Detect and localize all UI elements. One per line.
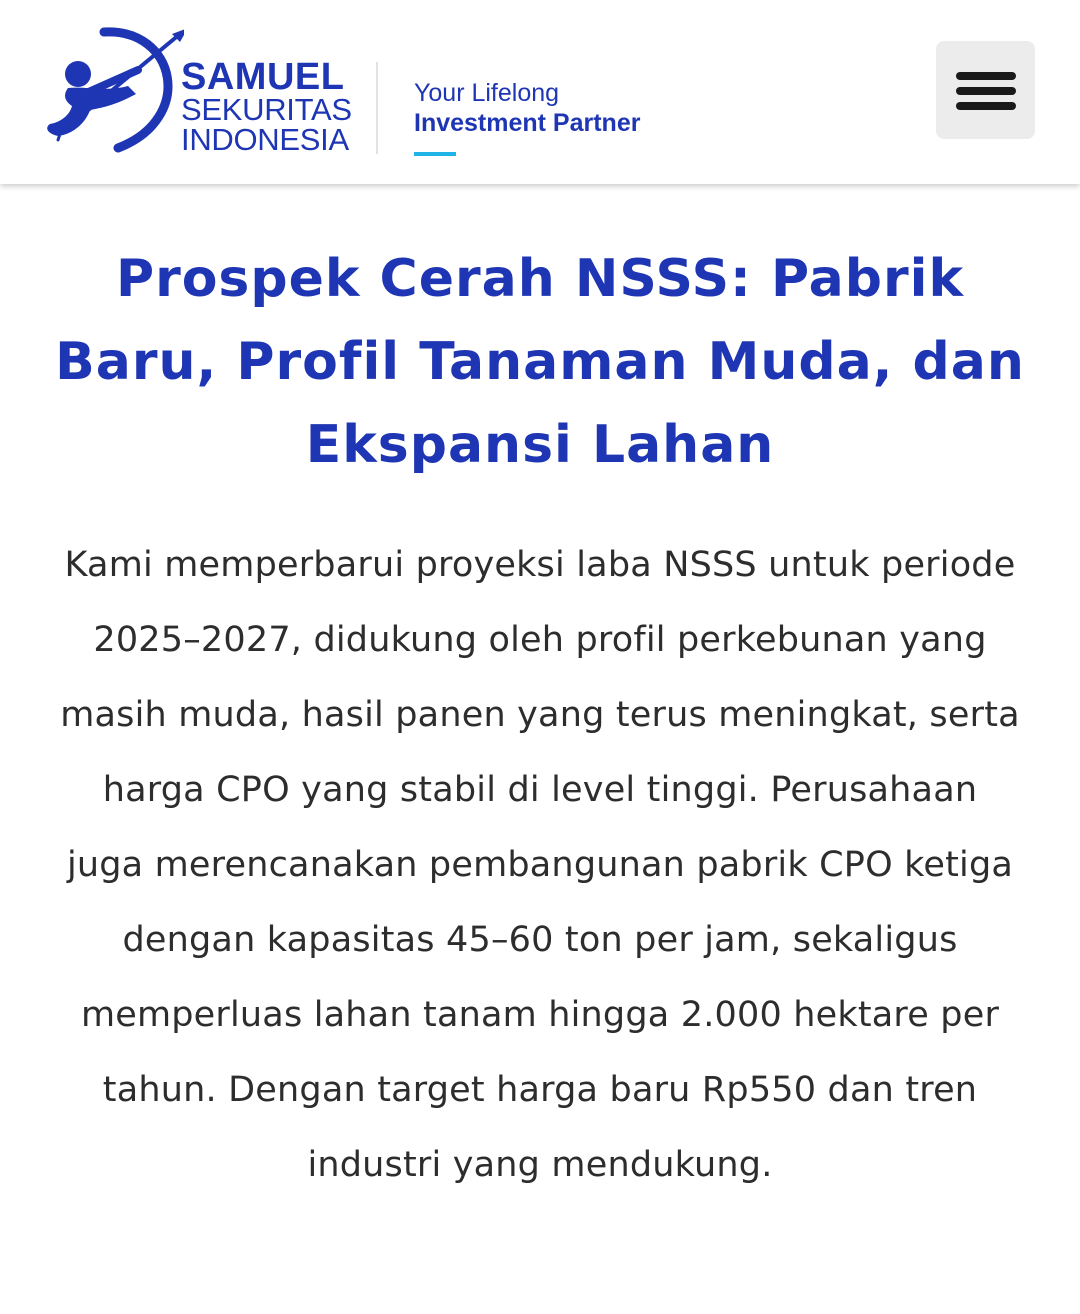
article-body: Kami memperbarui proyeksi laba NSSS untuk periode 2025–2027, didukung oleh profil perkebunan yang masih muda, hasil panen yang terus meningkat, serta harga CPO yang stabil di level tinggi. Perusahaan juga merencanakan pembangunan pabrik CPO ketiga dengan kapasitas 45–60 ton per jam, sekaligus memperluas lahan tanam hingga 2.000 hektare per tahun. Dengan target harga baru Rp550 dan tren industri yang mendukung. xyxy=(60,545,1020,1185)
tagline-underline xyxy=(414,152,456,156)
brand-name xyxy=(181,56,352,157)
tagline xyxy=(414,78,640,156)
menu-bar-middle xyxy=(956,87,1016,95)
company-logo[interactable] xyxy=(44,26,352,157)
tagline-line2: Investment Partner xyxy=(414,109,641,137)
article-title: Prospek Cerah NSSS: Pabrik Baru, Profil Tanaman Muda, dan Ekspansi Lahan xyxy=(55,249,1025,475)
brand-name-line2: SEKURITAS xyxy=(181,92,352,127)
tagline-line1: Your Lifelong xyxy=(414,79,560,107)
menu-bar-bottom xyxy=(956,102,1016,110)
brand-name-line1: SAMUEL xyxy=(181,56,345,98)
archer-logo-icon xyxy=(44,26,184,154)
menu-button[interactable] xyxy=(936,41,1035,139)
header-divider xyxy=(376,62,378,154)
site-header xyxy=(0,0,1080,184)
brand-name-line3: INDONESIA xyxy=(181,122,349,157)
menu-bar-top xyxy=(956,72,1016,80)
